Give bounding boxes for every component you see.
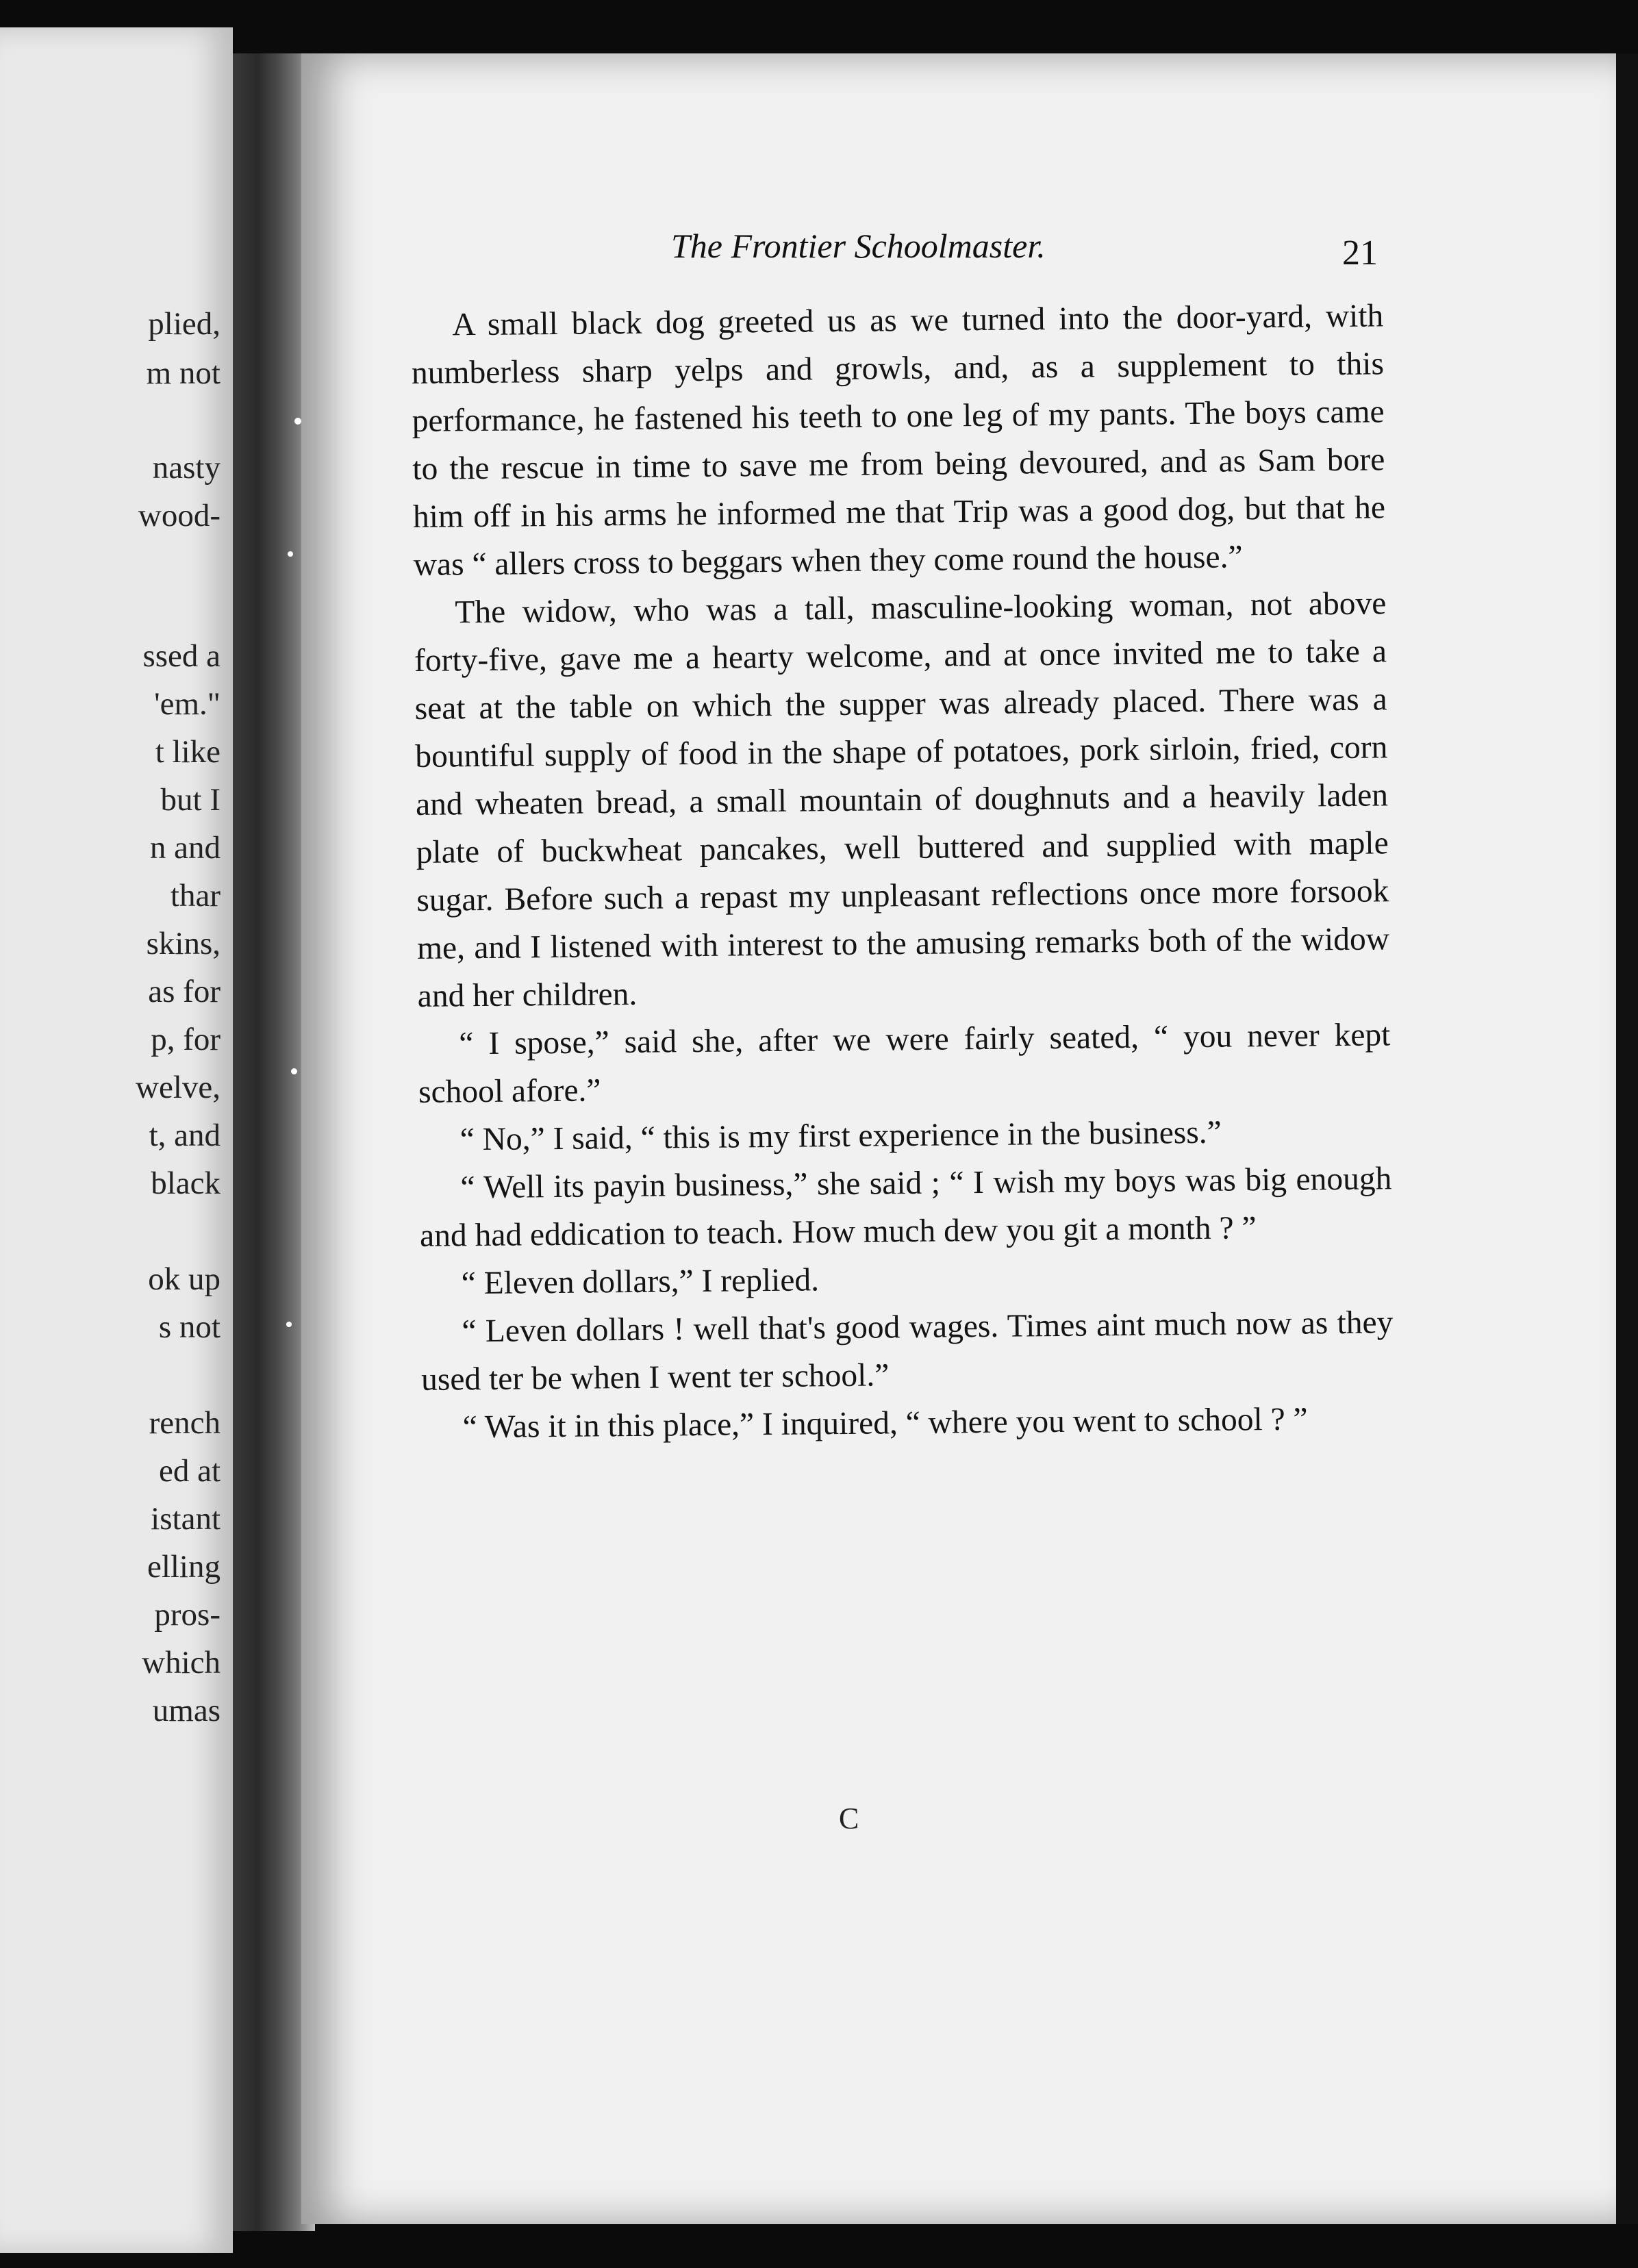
left-fragment: pros- bbox=[154, 1597, 220, 1633]
left-fragment: n and bbox=[149, 830, 220, 866]
left-fragment: which bbox=[142, 1645, 220, 1680]
left-fragment: m not bbox=[146, 355, 220, 391]
left-fragment: t, and bbox=[149, 1118, 220, 1153]
left-fragment: nasty bbox=[152, 450, 220, 486]
left-fragment: p, for bbox=[151, 1022, 220, 1057]
left-fragment: thar bbox=[170, 878, 220, 914]
left-fragment: ed at bbox=[158, 1453, 220, 1489]
paragraph: “ Was it in this place,” I inquired, “ where you went to school ? ” bbox=[462, 1401, 1308, 1446]
paragraph: The widow, who was a tall, masculine-looking woman, not above forty-five, gave me a hearty welcome, and at once invited me to take a seat at the table on which the supper was already placed. There was a bountiful supply of food in the shape of potatoes, pork sirloin, fried, corn and wheaten bread, a small mountain of doughnuts and a heavily laden plate of buckwheat pancakes, well buttered and supplied with maple sugar. Before such a repast my unpleasant reflections once more forsook me, and I listened with interest to the amusing remarks both of the widow and her children. bbox=[414, 585, 1390, 1014]
paragraph: “ Leven dollars ! well that's good wages. Times aint much now as they used ter be when I went ter school.” bbox=[420, 1305, 1394, 1398]
scan-speck bbox=[286, 1322, 292, 1327]
left-fragment: umas bbox=[152, 1693, 220, 1728]
left-page bbox=[0, 27, 233, 2253]
left-fragment: welve, bbox=[136, 1070, 220, 1105]
paragraph: “ Eleven dollars,” I replied. bbox=[461, 1262, 820, 1302]
paragraph: “ I spose,” said she, after we were fairly seated, “ you never kept school afore.” bbox=[418, 1017, 1391, 1110]
left-fragment: plied, bbox=[148, 306, 220, 342]
left-fragment: elling bbox=[147, 1549, 220, 1585]
left-fragment: skins, bbox=[146, 926, 220, 961]
left-fragment: s not bbox=[158, 1309, 220, 1345]
left-fragment: as for bbox=[148, 974, 220, 1009]
paragraph: A small black dog greeted us as we turned into the door-yard, with numberless sharp yelps and growls, and, as a supplement to this performance, he fastened his teeth to one leg of my pants. The boys came to the rescue in time to save me from being devoured, and as Sam bore him off in his arms he informed me that Trip was a good dog, but that he was “ allers cross to beggars when they come round the house.” bbox=[411, 298, 1386, 583]
running-head: The Frontier Schoolmaster. bbox=[671, 227, 1046, 265]
scan-speck bbox=[288, 551, 293, 557]
scan-speck bbox=[291, 1068, 297, 1074]
scan-speck bbox=[294, 418, 301, 425]
left-fragment: ssed a bbox=[142, 638, 220, 674]
left-fragment: wood- bbox=[138, 498, 220, 533]
left-fragment: ok up bbox=[148, 1261, 220, 1297]
left-fragment: black bbox=[151, 1166, 220, 1201]
page-edge-shadow bbox=[1616, 53, 1638, 2224]
left-fragment: rench bbox=[149, 1405, 220, 1441]
page-number: 21 bbox=[1342, 234, 1378, 273]
signature-mark: C bbox=[839, 1802, 859, 1835]
body-text bbox=[411, 292, 1394, 1452]
paragraph: “ Well its payin business,” she said ; “ I wish my boys was big enough and had eddication to teach. How much dew you git a month ? ” bbox=[419, 1161, 1392, 1254]
left-fragment: t like bbox=[155, 734, 220, 770]
paragraph: “ No,” I said, “ this is my first experience in the business.” bbox=[459, 1114, 1222, 1158]
left-fragment: but I bbox=[160, 782, 220, 818]
left-fragment: 'em." bbox=[154, 686, 220, 722]
left-fragment: istant bbox=[151, 1501, 220, 1537]
